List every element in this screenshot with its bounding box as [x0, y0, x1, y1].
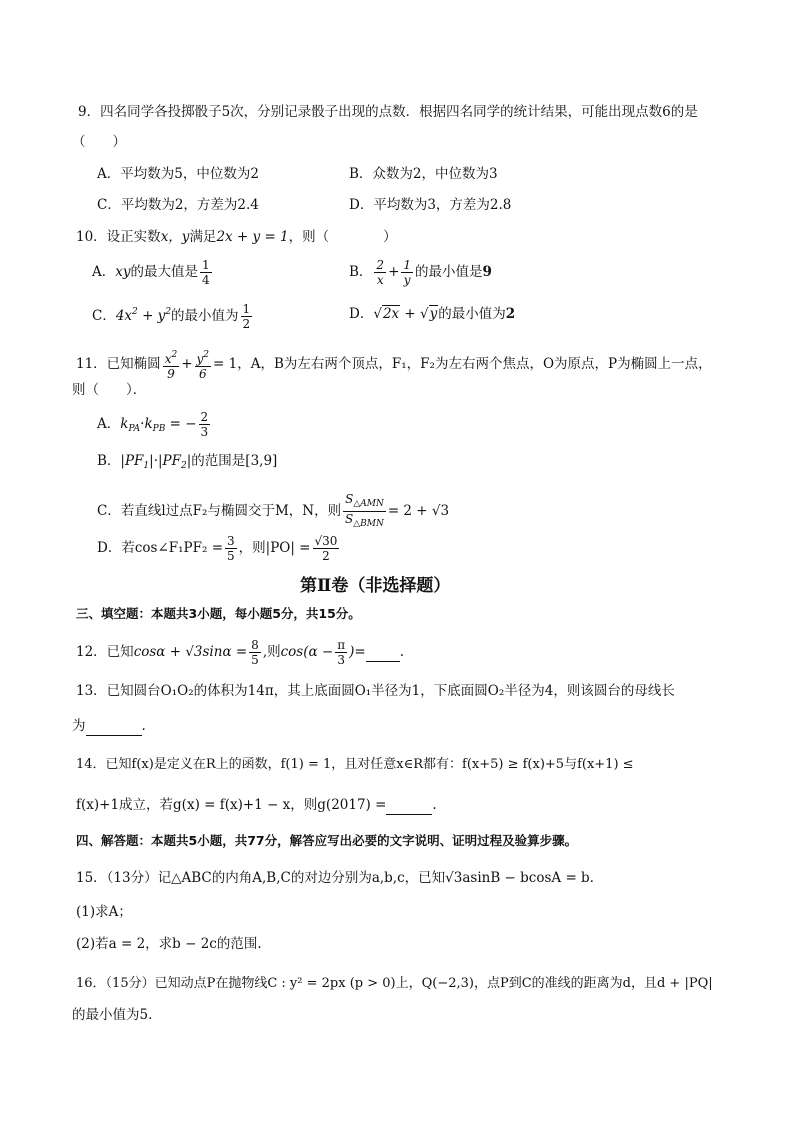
q12-post: =	[354, 644, 366, 660]
q10-option-c	[92, 302, 254, 331]
q13-line2-end: .	[141, 718, 146, 734]
q12-expr: cosα + √3sinα =	[133, 644, 248, 660]
q10-option-b: B． $\frac{2}{x}$ + $\frac{1}{y}$ 的最小值是9	[349, 258, 492, 287]
q11-stem: 11．已知椭圆 $\frac{x^2}{9}$ + $\frac{y^2}{6}$ = 1，A，B为左右两个顶点，F₁，F₂为左右两个焦点，O为原点，P为椭圆上一点，	[76, 350, 712, 381]
q11-option-a	[97, 410, 212, 439]
q15-part2: (2)若a = 2，求b − 2c的范围.	[76, 936, 262, 952]
q11-d-label: D．	[97, 540, 122, 556]
q10-d-text: 的最小值为	[438, 306, 506, 322]
q10-c-num: 1	[242, 302, 251, 316]
q10-c-text: 的最小值为	[171, 308, 239, 324]
section-3-heading: 三、填空题：本题共3小题，每小题5分，共15分。	[76, 606, 361, 621]
q11-d-text: 若cos∠F₁PF₂ =	[121, 540, 223, 556]
q10-d-value: 2	[505, 306, 516, 322]
q10-vars: x，y	[160, 229, 190, 245]
q11-option-b	[97, 452, 277, 475]
q11-c-text: 若直线l过点F₂与椭圆交于M，N，则	[120, 503, 342, 519]
q11-d-fraction2	[313, 534, 340, 563]
q10-option-a	[92, 258, 214, 287]
q9-answer-paren: （ ）	[72, 134, 126, 150]
q11-d-den2: 2	[322, 549, 330, 563]
q12-pre: 12．已知	[76, 644, 134, 660]
q9-option-b: B．众数为2，中位数为3	[349, 166, 498, 182]
q13-answer-blank	[86, 717, 142, 736]
q10-stem-mid: 满足	[189, 229, 217, 245]
q10-a-label: A．	[92, 264, 116, 280]
q11-stem-post: ，A，B为左右两个顶点，F₁，F₂为左右两个焦点，O为原点，P为椭圆上一点，	[237, 356, 712, 372]
q12-mid: ,则	[262, 644, 281, 660]
q11-d-num2: √30	[314, 534, 338, 548]
q9-option-a: A．平均数为5，中位数为2	[97, 166, 259, 182]
q10-c-den: 2	[242, 317, 251, 331]
q11-stem-line2: 则（ ）．	[72, 382, 147, 398]
q11-ellipse-x: $\frac{x^2}{9}$	[164, 350, 178, 381]
q12-pi-fraction: $\frac{\pi}{3}$	[337, 638, 346, 667]
q11-option-c	[97, 492, 449, 531]
q11-ellipse-y: $\frac{y^2}{6}$	[196, 350, 210, 381]
q11-c-label: C．	[97, 503, 121, 519]
q10-b-frac2: $\frac{1}{y}$	[403, 258, 412, 287]
q10-c-label: C．	[92, 308, 116, 324]
q12-end: .	[399, 644, 404, 660]
q12-fraction: $\frac{8}{5}$	[251, 638, 259, 667]
q10-d-label: D．	[349, 306, 374, 322]
q12-target: cos(α −	[280, 644, 334, 660]
q11-d-fraction1: $\frac{3}{5}$	[227, 534, 235, 563]
q11-a-expr: $k_{PA}\cdot k_{PB}$ = −	[120, 416, 197, 434]
q14-answer-blank	[386, 796, 432, 815]
q10-d-expr: √2x + √y	[373, 306, 438, 322]
q14-line1: 14．已知f(x)是定义在R上的函数，f(1) = 1，且对任意x∈R都有：f(x+5) ≥ f(x)+5与f(x+1) ≤	[76, 757, 634, 772]
section-4-heading: 四、解答题：本题共5小题，共77分，解答应写出必要的文字说明、证明过程及验算步骤。	[76, 833, 578, 848]
q10-a-fraction	[200, 258, 212, 287]
q10-c-fraction	[241, 302, 253, 331]
q11-c-fraction: $\frac{S_{\triangle AMN}}{S_{\triangle BMN}}$	[345, 492, 384, 529]
q10-b-text: 的最小值是	[415, 264, 483, 280]
q11-d-mid: ，则|PO| =	[238, 540, 311, 556]
q11-c-rhs: = 2 + √3	[387, 503, 450, 519]
q12-line: 12．已知cosα + √3sinα = $\frac{8}{5}$ ,则cos(α − $\frac{\pi}{3}$ )= .	[76, 638, 404, 667]
q10-option-d	[349, 305, 515, 323]
q10-a-expr: xy	[115, 264, 131, 280]
q16-stem-line2: 的最小值为5.	[72, 1007, 153, 1023]
q10-a-num: 1	[202, 258, 210, 272]
q10-c-expr: $4x^2 + y^2$	[115, 307, 172, 324]
q11-option-d	[97, 534, 341, 563]
q14-line2-pre: f(x)+1成立，若g(x) = f(x)+1 − x，则g(2017) =	[76, 797, 387, 813]
q10-b-value: 9	[482, 264, 492, 280]
q10-a-text: 的最大值是	[130, 264, 198, 280]
q14-line2	[76, 796, 437, 815]
q15-stem: 15．（13分）记△ABC的内角A,B,C的对边分别为a,b,c，已知√3asinB − bcosA = b．	[76, 870, 604, 886]
q11-b-label: B．	[97, 453, 121, 469]
q10-stem	[76, 228, 397, 246]
q16-stem: 16．（15分）已知动点P在抛物线C : y² = 2px (p > 0)上，Q(−2,3)，点P到C的准线的距离为d，且d + |PQ|	[76, 976, 713, 991]
q10-b-label: B．	[349, 264, 373, 280]
q9-option-d: D．平均数为3，方差为2.8	[349, 197, 512, 213]
q10-stem-post: ，则（ ）	[288, 229, 397, 245]
q13-line2	[72, 717, 146, 736]
q14-line2-end: .	[432, 797, 437, 813]
q11-stem-pre: 11．已知椭圆	[76, 356, 161, 372]
q9-stem: 9．四名同学各投掷骰子5次，分别记录骰子出现的点数．根据四名同学的统计结果，可能出现点数6的是	[78, 104, 698, 120]
section-2-title: 第Ⅱ卷（非选择题）	[300, 576, 451, 596]
q11-a-label: A．	[97, 416, 121, 432]
q10-b-frac1: $\frac{2}{x}$	[376, 258, 385, 287]
q11-a-fraction: $\frac{2}{3}$	[200, 410, 209, 439]
q10-a-den: 4	[202, 273, 210, 287]
q13-line2-pre: 为	[72, 718, 86, 734]
q11-b-expr: $|PF_1|\cdot|PF_2|$	[120, 453, 192, 471]
q11-b-text: 的范围是[3,9]	[191, 453, 278, 469]
q10-stem-pre: 10．设正实数	[76, 229, 161, 245]
q12-answer-blank	[366, 643, 400, 662]
q9-option-c: C．平均数为2，方差为2.4	[97, 197, 259, 213]
q13-line1: 13．已知圆台O₁O₂的体积为14π，其上底面圆O₁半径为1，下底面圆O₂半径为4，则该圆台的母线长	[76, 683, 675, 699]
q15-part1: (1)求A；	[76, 904, 132, 920]
q10-condition: 2x + y = 1	[216, 229, 289, 245]
